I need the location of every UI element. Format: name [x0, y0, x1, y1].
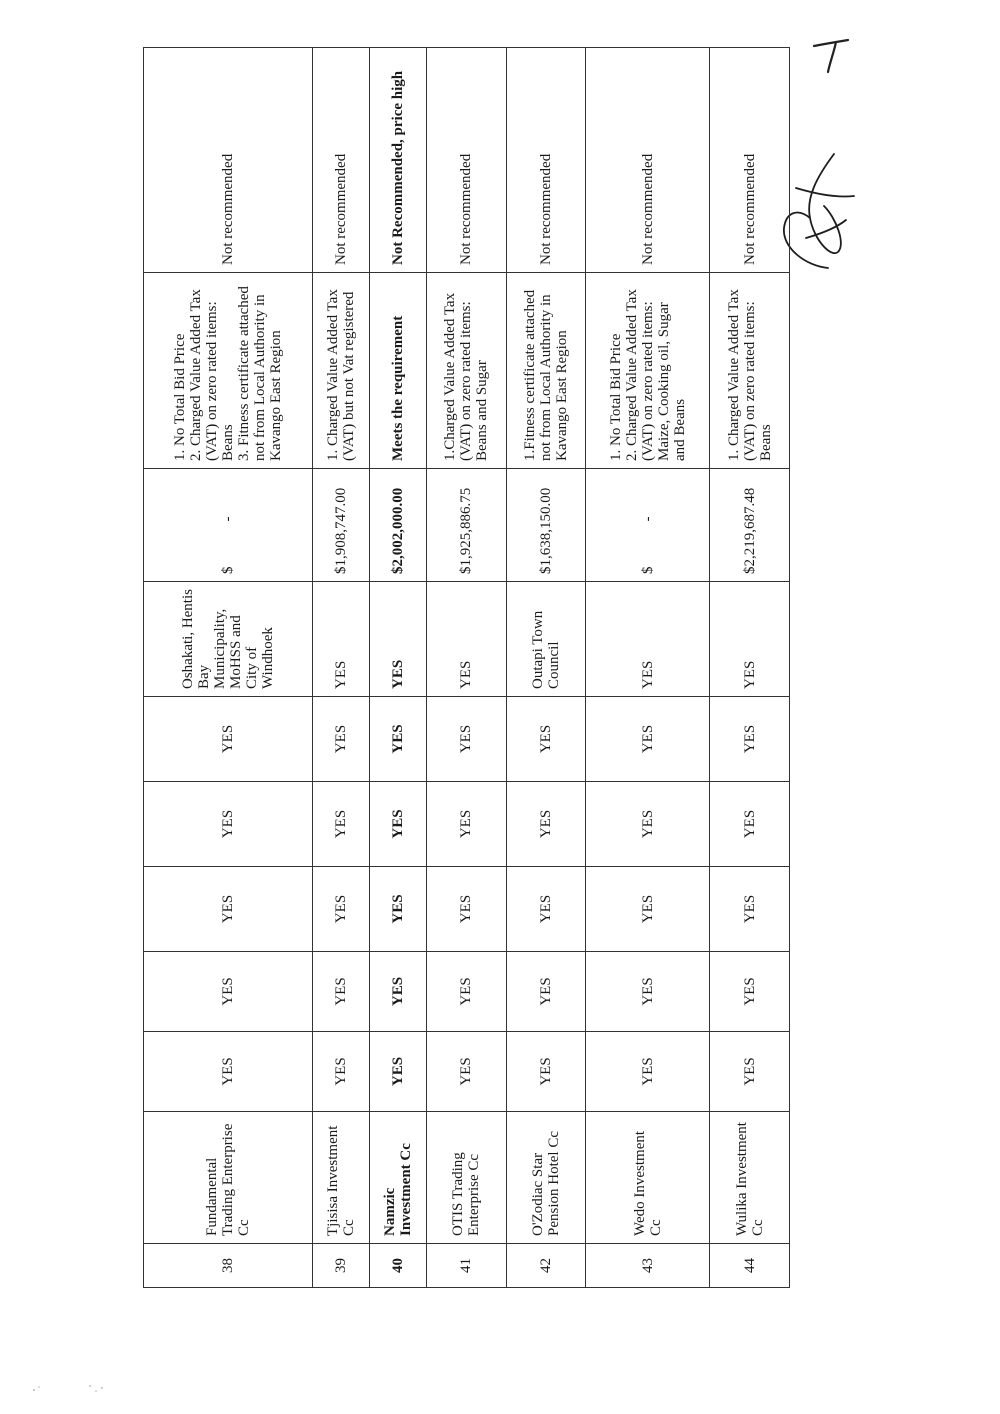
criterion-5-cell: YES: [427, 697, 507, 782]
criterion-1-cell: YES: [506, 1032, 586, 1112]
criterion-3-cell: YES: [144, 867, 313, 952]
recommendation-cell: Not recommended: [710, 48, 790, 273]
criterion-4-cell: YES: [312, 782, 369, 867]
scan-specks: [30, 1378, 130, 1398]
bidder-name: Namzic Investment Cc: [370, 1112, 427, 1244]
fitness-certificate-cell: YES: [586, 582, 710, 697]
fitness-certificate-cell: Oshakati, Hentis Bay Municipality, MoHSS and City of Windhoek: [144, 582, 313, 697]
criterion-1-cell: YES: [144, 1032, 313, 1112]
row-number: 40: [370, 1244, 427, 1288]
recommendation-cell: Not recommended: [427, 48, 507, 273]
bid-evaluation-table: [143, 47, 790, 1288]
criterion-1-cell: YES: [586, 1032, 710, 1112]
evaluation-remarks-cell: 1.Fitness certificate attached not from Local Authority in Kavango East Region: [506, 273, 586, 469]
criterion-5-cell: YES: [370, 697, 427, 782]
criterion-1-cell: YES: [710, 1032, 790, 1112]
criterion-5-cell: YES: [586, 697, 710, 782]
fitness-certificate-cell: YES: [710, 582, 790, 697]
bid-amount-cell: $1,638,150.00: [506, 469, 586, 582]
criterion-4-cell: YES: [586, 782, 710, 867]
criterion-2-cell: YES: [370, 952, 427, 1032]
criterion-2-cell: YES: [506, 952, 586, 1032]
criterion-3-cell: YES: [506, 867, 586, 952]
recommendation-cell: Not recommended: [312, 48, 369, 273]
criterion-5-cell: YES: [312, 697, 369, 782]
evaluation-remarks-cell: 1.Charged Value Added Tax (VAT) on zero rated items: Beans and Sugar: [427, 273, 507, 469]
bidder-name: Wedo Investment Cc: [586, 1112, 710, 1244]
evaluation-remarks-cell: 1. No Total Bid Price 2. Charged Value Added Tax (VAT) on zero rated items: Beans 3. Fitness certificate attached not from Local Authority in Kavango East Region: [144, 273, 313, 469]
bid-amount-cell: $ -: [144, 469, 313, 582]
criterion-1-cell: YES: [312, 1032, 369, 1112]
criterion-5-cell: YES: [506, 697, 586, 782]
criterion-3-cell: YES: [312, 867, 369, 952]
evaluation-remarks-cell: Meets the requirement: [370, 273, 427, 469]
recommendation-cell: Not recommended: [144, 48, 313, 273]
recommendation-cell: Not recommended: [506, 48, 586, 273]
criterion-2-cell: YES: [144, 952, 313, 1032]
bid-amount-cell: $2,219,687.48: [710, 469, 790, 582]
criterion-1-cell: YES: [427, 1032, 507, 1112]
fitness-certificate-cell: YES: [312, 582, 369, 697]
criterion-4-cell: YES: [710, 782, 790, 867]
fitness-certificate-cell: YES: [370, 582, 427, 697]
criterion-5-cell: YES: [144, 697, 313, 782]
row-number: 39: [312, 1244, 369, 1288]
criterion-4-cell: YES: [427, 782, 507, 867]
row-number: 38: [144, 1244, 313, 1288]
row-number: 43: [586, 1244, 710, 1288]
bid-amount-cell: $ -: [586, 469, 710, 582]
evaluation-remarks-cell: 1. Charged Value Added Tax (VAT) on zero rated items: Beans: [710, 273, 790, 469]
table-row: [144, 48, 313, 1288]
table-row: [710, 48, 790, 1288]
table-row: [370, 48, 427, 1288]
recommendation-cell: Not Recommended, price high: [370, 48, 427, 273]
bid-amount-cell: $2,002,000.00: [370, 469, 427, 582]
criterion-3-cell: YES: [370, 867, 427, 952]
table-row: [312, 48, 369, 1288]
bid-amount-cell: $1,908,747.00: [312, 469, 369, 582]
fitness-certificate-cell: Outapi Town Council: [506, 582, 586, 697]
criterion-2-cell: YES: [710, 952, 790, 1032]
criterion-4-cell: YES: [144, 782, 313, 867]
evaluation-remarks-cell: 1. Charged Value Added Tax (VAT) but not Vat registered: [312, 273, 369, 469]
row-number: 41: [427, 1244, 507, 1288]
criterion-2-cell: YES: [586, 952, 710, 1032]
row-number: 44: [710, 1244, 790, 1288]
bidder-name: Tjisisa Investment Cc: [312, 1112, 369, 1244]
criterion-1-cell: YES: [370, 1032, 427, 1112]
bidder-name: Fundamental Trading Enterprise Cc: [144, 1112, 313, 1244]
table-row: [506, 48, 586, 1288]
recommendation-cell: Not recommended: [586, 48, 710, 273]
criterion-3-cell: YES: [710, 867, 790, 952]
table-row: [427, 48, 507, 1288]
evaluation-table-rotated: [143, 48, 790, 1288]
row-number: 42: [506, 1244, 586, 1288]
table-row: [586, 48, 710, 1288]
criterion-5-cell: YES: [710, 697, 790, 782]
handwritten-page-number: [808, 36, 856, 76]
criterion-3-cell: YES: [427, 867, 507, 952]
criterion-2-cell: YES: [427, 952, 507, 1032]
criterion-4-cell: YES: [506, 782, 586, 867]
bidder-name: OTIS Trading Enterprise Cc: [427, 1112, 507, 1244]
evaluation-remarks-cell: 1. No Total Bid Price 2. Charged Value Added Tax (VAT) on zero rated items: Maize, Cooking oil, Sugar and Beans: [586, 273, 710, 469]
bid-amount-cell: $1,925,886.75: [427, 469, 507, 582]
bidder-name: Wulika Investment Cc: [710, 1112, 790, 1244]
criterion-2-cell: YES: [312, 952, 369, 1032]
criterion-4-cell: YES: [370, 782, 427, 867]
bidder-name: O'Zodiac Star Pension Hotel Cc: [506, 1112, 586, 1244]
criterion-3-cell: YES: [586, 867, 710, 952]
fitness-certificate-cell: YES: [427, 582, 507, 697]
